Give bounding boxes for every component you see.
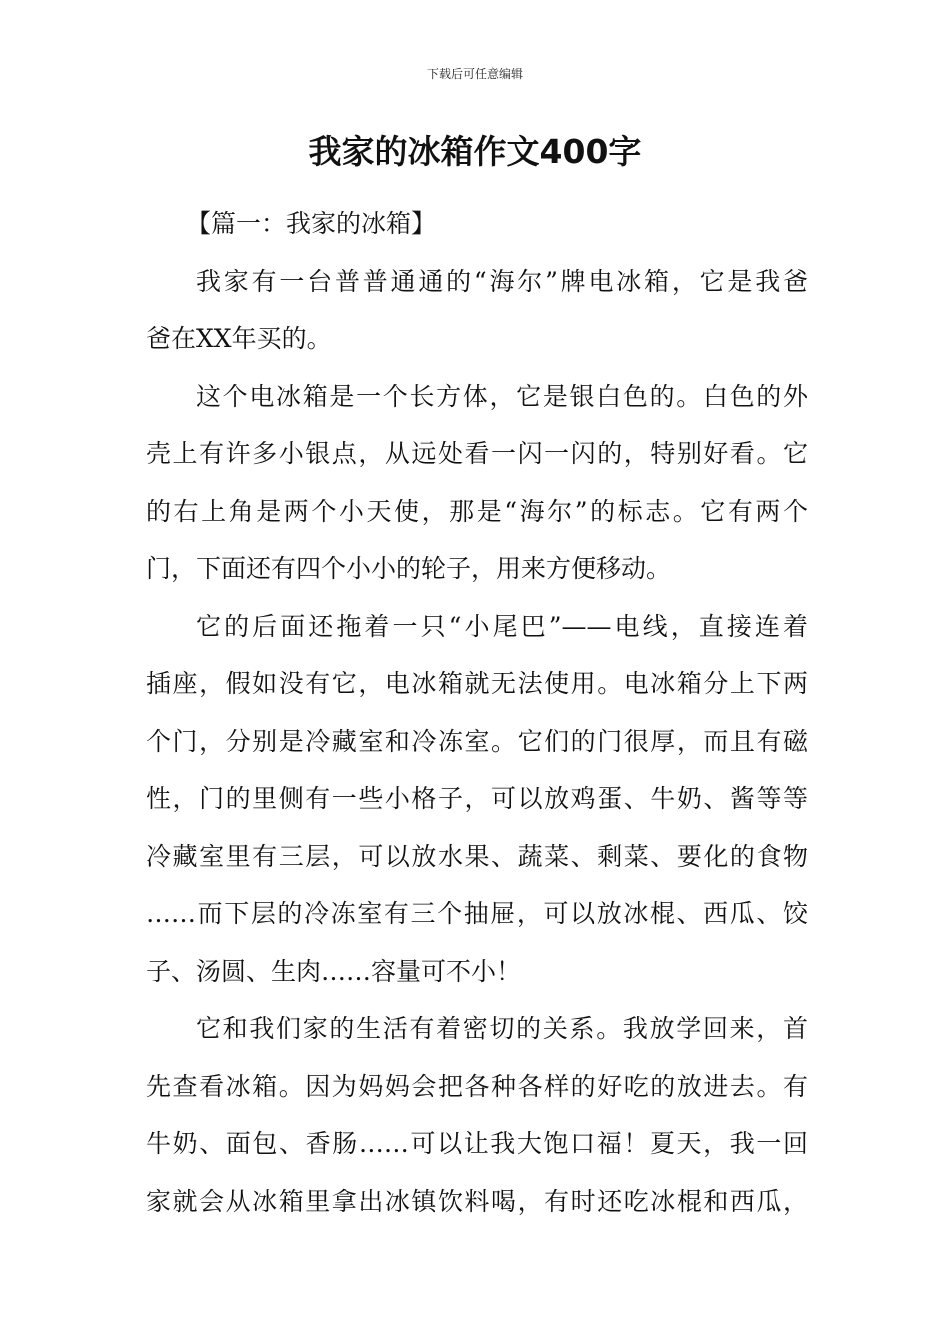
paragraph-line: 冷藏室里有三层，可以放水果、蔬菜、剩菜、要化的食物 — [146, 841, 808, 871]
section-heading: 【篇一：我家的冰箱】 — [186, 209, 437, 238]
document-title: 我家的冰箱作文400字 — [308, 132, 642, 171]
paragraph-line: ……而下层的冷冻室有三个抽屉，可以放冰棍、西瓜、饺 — [146, 899, 808, 928]
paragraph-line: 个门，分别是冷藏室和冷冻室。它们的门很厚，而且有磁 — [146, 726, 808, 756]
paragraph-line: 壳上有许多小银点，从远处看一闪一闪的，特别好看。它 — [146, 439, 808, 468]
paragraph-line: 这个电冰箱是一个长方体，它是银白色的。白色的外 — [196, 381, 808, 411]
paragraph-line: 牛奶、面包、香肠……可以让我大饱口福！夏天，我一回 — [146, 1129, 808, 1158]
header-note: 下载后可任意编辑 — [426, 67, 523, 81]
paragraph-line: 家就会从冰箱里拿出冰镇饮料喝，有时还吃冰棍和西瓜， — [146, 1186, 808, 1216]
essay-body — [146, 195, 808, 1230]
paragraph-line: 插座，假如没有它，电冰箱就无法使用。电冰箱分上下两 — [146, 669, 808, 698]
paragraph-line: 先查看冰箱。因为妈妈会把各种各样的好吃的放进去。有 — [146, 1071, 808, 1101]
paragraph-line: 爸在XX年买的。 — [146, 324, 332, 353]
paragraph-line: 门，下面还有四个小小的轮子，用来方便移动。 — [146, 554, 672, 583]
paragraph-line: 性，门的里侧有一些小格子，可以放鸡蛋、牛奶、酱等等 — [146, 784, 808, 813]
paragraph-line: 子、汤圆、生肉……容量可不小！ — [146, 956, 522, 986]
paragraph-line: 它的后面还拖着一只“小尾巴”——电线，直接连着 — [196, 611, 808, 641]
paragraph-line: 它和我们家的生活有着密切的关系。我放学回来，首 — [196, 1014, 808, 1043]
paragraph-line: 我家有一台普普通通的“海尔”牌电冰箱，它是我爸 — [196, 266, 808, 296]
paragraph-line: 的右上角是两个小天使，那是“海尔”的标志。它有两个 — [146, 496, 808, 526]
